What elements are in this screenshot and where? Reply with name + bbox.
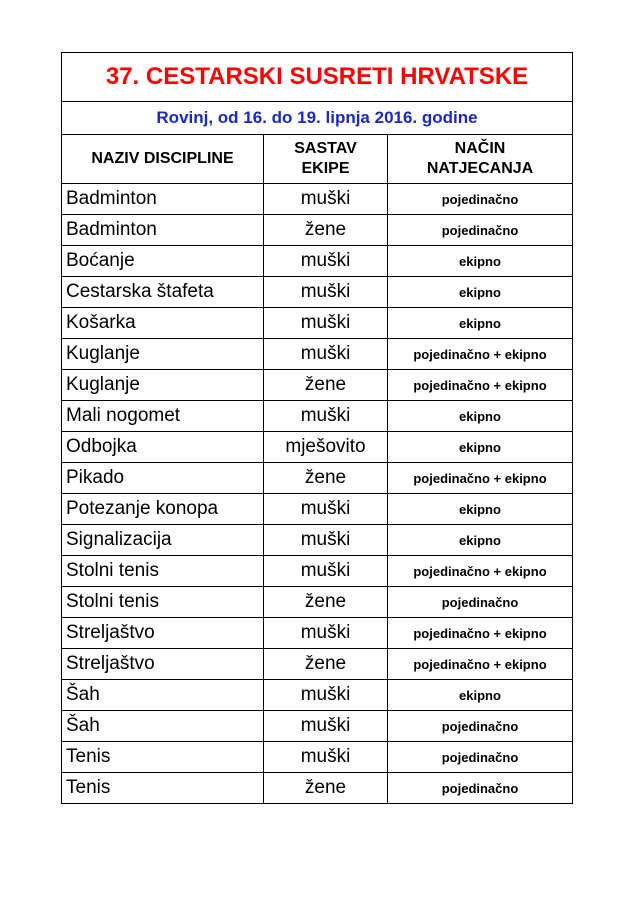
table-row xyxy=(62,618,573,649)
team-cell: žene xyxy=(264,587,388,618)
team-cell: muški xyxy=(264,339,388,370)
mode-cell: ekipno xyxy=(388,525,573,556)
team-cell: muški xyxy=(264,401,388,432)
table-row xyxy=(62,742,573,773)
table-row xyxy=(62,556,573,587)
team-cell: muški xyxy=(264,525,388,556)
mode-cell: ekipno xyxy=(388,432,573,463)
discipline-cell: Stolni tenis xyxy=(62,587,264,618)
mode-cell: ekipno xyxy=(388,401,573,432)
discipline-cell: Badminton xyxy=(62,184,264,215)
discipline-cell: Potezanje konopa xyxy=(62,494,264,525)
column-header-team-line1: SASTAV xyxy=(294,140,357,157)
mode-cell: ekipno xyxy=(388,308,573,339)
mode-cell: pojedinačno xyxy=(388,773,573,804)
mode-cell: pojedinačno + ekipno xyxy=(388,649,573,680)
table-row xyxy=(62,525,573,556)
table-row xyxy=(62,308,573,339)
team-cell: žene xyxy=(264,773,388,804)
column-header-row xyxy=(62,135,573,184)
column-header-team-line2: EKIPE xyxy=(301,160,350,177)
mode-cell: pojedinačno xyxy=(388,184,573,215)
table-row xyxy=(62,215,573,246)
team-cell: žene xyxy=(264,215,388,246)
table-row xyxy=(62,494,573,525)
document-title: 37. CESTARSKI SUSRETI HRVATSKE xyxy=(62,53,573,102)
column-header-discipline-label: NAZIV DISCIPLINE xyxy=(91,150,234,167)
discipline-cell: Streljaštvo xyxy=(62,649,264,680)
team-cell: muški xyxy=(264,277,388,308)
mode-cell: pojedinačno + ekipno xyxy=(388,370,573,401)
table-row xyxy=(62,432,573,463)
mode-cell: pojedinačno + ekipno xyxy=(388,463,573,494)
discipline-cell: Mali nogomet xyxy=(62,401,264,432)
discipline-cell: Pikado xyxy=(62,463,264,494)
mode-cell: pojedinačno xyxy=(388,742,573,773)
team-cell: muški xyxy=(264,742,388,773)
team-cell: muški xyxy=(264,246,388,277)
mode-cell: pojedinačno xyxy=(388,587,573,618)
mode-cell: ekipno xyxy=(388,680,573,711)
discipline-cell: Stolni tenis xyxy=(62,556,264,587)
team-cell: žene xyxy=(264,370,388,401)
mode-cell: pojedinačno + ekipno xyxy=(388,556,573,587)
table-body xyxy=(62,184,573,804)
discipline-cell: Streljaštvo xyxy=(62,618,264,649)
competition-table xyxy=(61,52,573,804)
team-cell: muški xyxy=(264,680,388,711)
document-subtitle: Rovinj, od 16. do 19. lipnja 2016. godine xyxy=(62,102,573,135)
column-header-mode-line2: NATJECANJA xyxy=(426,160,534,177)
mode-cell: ekipno xyxy=(388,494,573,525)
column-header-mode xyxy=(388,135,573,184)
table-row xyxy=(62,184,573,215)
discipline-cell: Košarka xyxy=(62,308,264,339)
discipline-cell: Šah xyxy=(62,711,264,742)
team-cell: muški xyxy=(264,494,388,525)
mode-cell: ekipno xyxy=(388,277,573,308)
mode-cell: pojedinačno + ekipno xyxy=(388,618,573,649)
discipline-cell: Šah xyxy=(62,680,264,711)
table-row xyxy=(62,711,573,742)
table-row xyxy=(62,463,573,494)
discipline-cell: Signalizacija xyxy=(62,525,264,556)
team-cell: mješovito xyxy=(264,432,388,463)
team-cell: muški xyxy=(264,711,388,742)
table-row xyxy=(62,246,573,277)
team-cell: muški xyxy=(264,618,388,649)
mode-cell: pojedinačno xyxy=(388,711,573,742)
team-cell: muški xyxy=(264,184,388,215)
table-row xyxy=(62,401,573,432)
column-header-discipline xyxy=(62,135,264,184)
table-row xyxy=(62,680,573,711)
discipline-cell: Tenis xyxy=(62,742,264,773)
discipline-cell: Badminton xyxy=(62,215,264,246)
table-row xyxy=(62,773,573,804)
team-cell: žene xyxy=(264,463,388,494)
table-row xyxy=(62,370,573,401)
table-row xyxy=(62,649,573,680)
table-row xyxy=(62,339,573,370)
discipline-cell: Cestarska štafeta xyxy=(62,277,264,308)
discipline-cell: Odbojka xyxy=(62,432,264,463)
mode-cell: pojedinačno + ekipno xyxy=(388,339,573,370)
table-row xyxy=(62,277,573,308)
discipline-cell: Kuglanje xyxy=(62,370,264,401)
mode-cell: pojedinačno xyxy=(388,215,573,246)
discipline-cell: Tenis xyxy=(62,773,264,804)
team-cell: žene xyxy=(264,649,388,680)
column-header-team xyxy=(264,135,388,184)
mode-cell: ekipno xyxy=(388,246,573,277)
discipline-cell: Kuglanje xyxy=(62,339,264,370)
team-cell: muški xyxy=(264,308,388,339)
team-cell: muški xyxy=(264,556,388,587)
discipline-cell: Boćanje xyxy=(62,246,264,277)
table-row xyxy=(62,587,573,618)
column-header-mode-line1: NAČIN xyxy=(454,140,506,157)
